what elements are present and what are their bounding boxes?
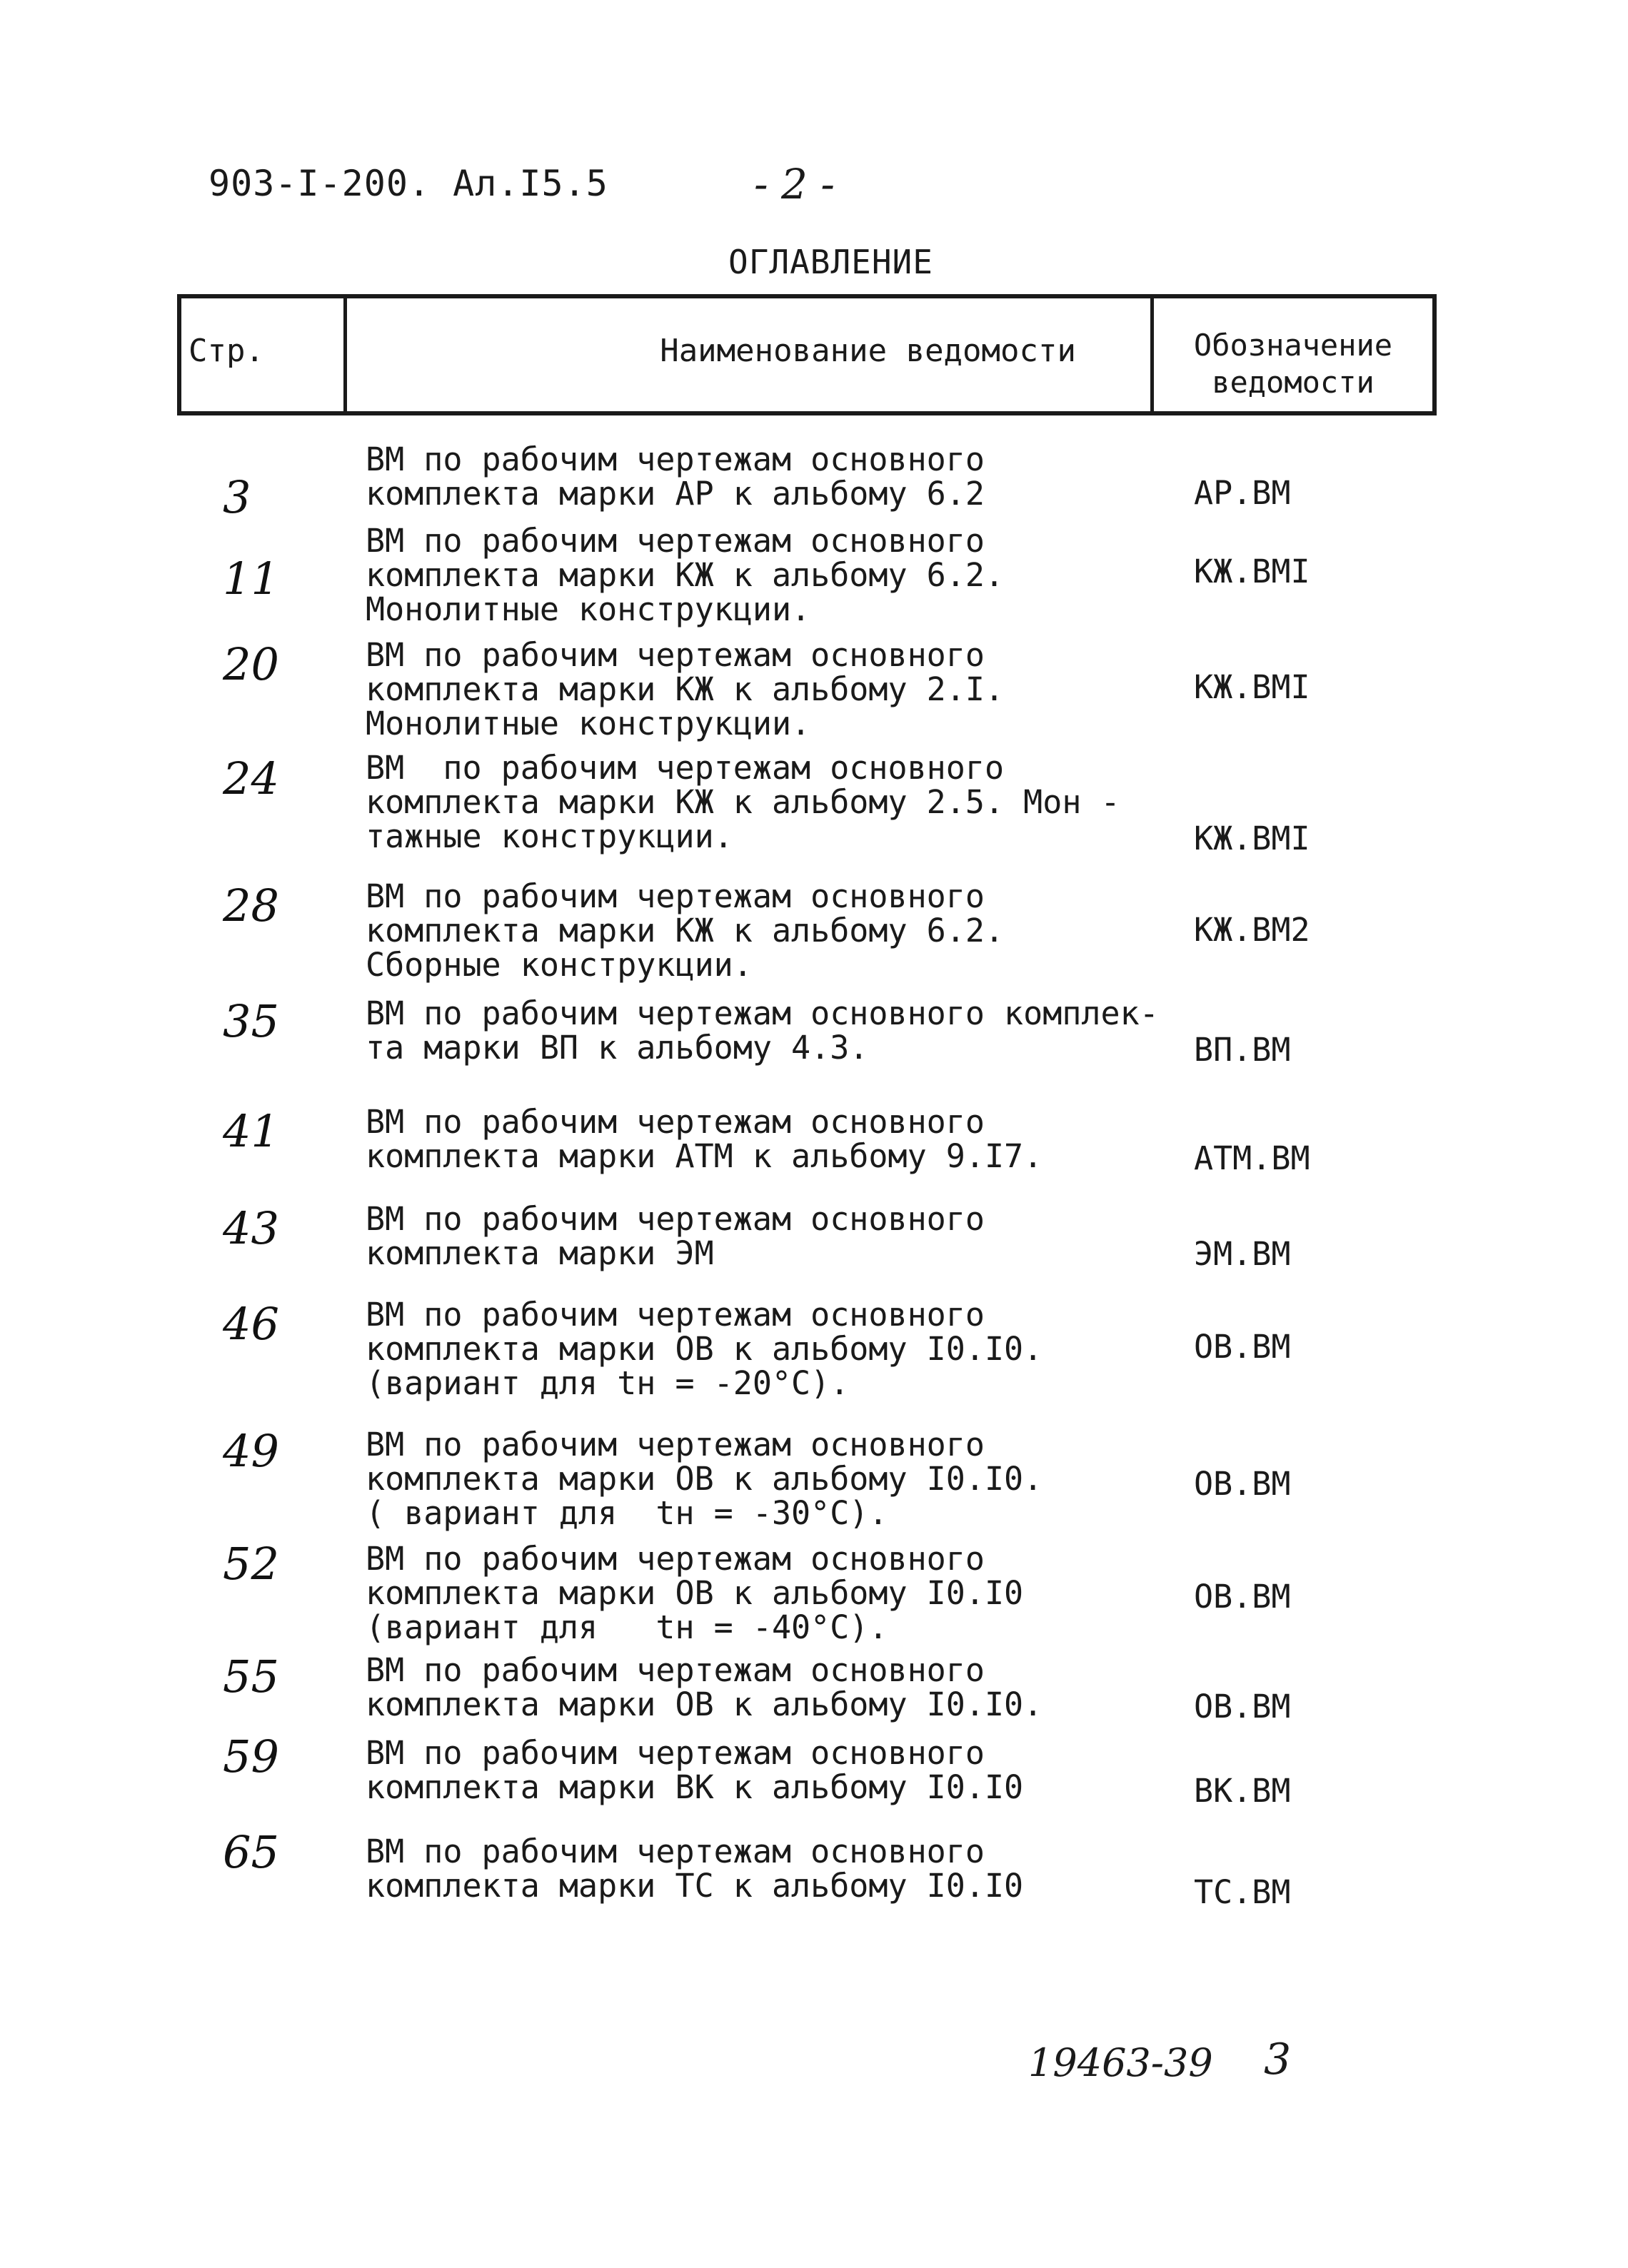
row-name: ВМ по рабочим чертежам основного комплекта марки АТМ к альбому 9.I7. xyxy=(366,1103,1043,1175)
row-code: АР.ВМ xyxy=(1194,474,1291,512)
row-page-number: 28 xyxy=(223,880,279,932)
table-header xyxy=(177,294,1437,415)
row-page-number: 59 xyxy=(223,1730,279,1783)
row-name: ВМ по рабочим чертежам основного комплекта марки ЭМ xyxy=(366,1200,985,1272)
column-header-code-line2: ведомости xyxy=(1212,365,1375,400)
row-name: ВМ по рабочим чертежам основного комплекта марки ВК к альбому I0.I0 xyxy=(366,1734,1024,1806)
row-name: ВМ по рабочим чертежам основного комплекта марки КЖ к альбому 6.2. Монолитные конструкции. xyxy=(366,522,1005,628)
document-code: 903-I-200. Ал.I5.5 xyxy=(208,163,608,204)
document-title: ОГЛАВЛЕНИЕ xyxy=(728,243,933,281)
row-code: ТС.ВМ xyxy=(1194,1873,1291,1911)
row-page-number: 43 xyxy=(223,1202,279,1254)
row-page-number: 11 xyxy=(223,553,279,605)
row-page-number: 20 xyxy=(223,638,279,690)
row-page-number: 41 xyxy=(223,1105,279,1157)
row-name: ВМ по рабочим чертежам основного комплекта марки ТС к альбому I0.I0 xyxy=(366,1833,1024,1905)
row-code: ВК.ВМ xyxy=(1194,1772,1291,1810)
row-page-number: 49 xyxy=(223,1425,279,1477)
column-header-page: Стр. xyxy=(181,298,347,411)
row-code: ОВ.ВМ xyxy=(1194,1688,1291,1725)
sheet-number: 3 xyxy=(1264,2035,1292,2085)
row-name: ВМ по рабочим чертежам основного комплекта марки КЖ к альбому 2.I. Монолитные конструкции. xyxy=(366,636,1005,742)
row-name: ВМ по рабочим чертежам основного комплекта марки КЖ к альбому 6.2. Сборные конструкции. xyxy=(366,877,1005,984)
row-name: ВМ по рабочим чертежам основного комплекта марки ОВ к альбому I0.I0. xyxy=(366,1651,1043,1723)
row-code: ОВ.ВМ xyxy=(1194,1578,1291,1616)
column-header-code-line1: Обозначение xyxy=(1193,328,1393,363)
row-name: ВМ по рабочим чертежам основного комплекта марки АР к альбому 6.2 xyxy=(366,440,985,513)
row-page-number: 55 xyxy=(223,1650,279,1703)
row-code: ВП.ВМ xyxy=(1194,1031,1291,1069)
row-page-number: 3 xyxy=(223,471,251,523)
row-name: ВМ по рабочим чертежам основного комплек- та марки ВП к альбому 4.3. xyxy=(366,994,1159,1067)
row-code: КЖ.ВМ2 xyxy=(1194,911,1310,949)
row-code: АТМ.ВМ xyxy=(1194,1139,1310,1177)
row-code: КЖ.ВМI xyxy=(1194,820,1310,857)
row-name: ВМ по рабочим чертежам основного комплекта марки ОВ к альбому I0.I0. ( вариант для tн = -30°С). xyxy=(366,1426,1043,1532)
row-page-number: 24 xyxy=(223,752,279,805)
row-code: ЭМ.ВМ xyxy=(1194,1235,1291,1273)
row-page-number: 52 xyxy=(223,1538,279,1590)
column-header-code xyxy=(1154,298,1432,411)
column-header-name: Наименование ведомости xyxy=(347,298,1154,411)
row-page-number: 65 xyxy=(223,1826,279,1878)
row-code: ОВ.ВМ xyxy=(1194,1328,1291,1366)
row-page-number: 35 xyxy=(223,995,279,1047)
page-number: - 2 - xyxy=(754,160,835,208)
row-code: КЖ.ВМI xyxy=(1194,668,1310,706)
row-name: ВМ по рабочим чертежам основного комплекта марки КЖ к альбому 2.5. Мон - тажные конструкции. xyxy=(366,749,1120,855)
row-code: КЖ.ВМI xyxy=(1194,553,1310,590)
row-page-number: 46 xyxy=(223,1298,279,1350)
row-code: ОВ.ВМ xyxy=(1194,1465,1291,1503)
row-name: ВМ по рабочим чертежам основного комплекта марки ОВ к альбому I0.I0 (вариант для tн = -40°С). xyxy=(366,1540,1024,1646)
archive-number: 19463-39 xyxy=(1028,2040,1213,2085)
row-name: ВМ по рабочим чертежам основного комплекта марки ОВ к альбому I0.I0. (вариант для tн = -20°С). xyxy=(366,1296,1043,1402)
